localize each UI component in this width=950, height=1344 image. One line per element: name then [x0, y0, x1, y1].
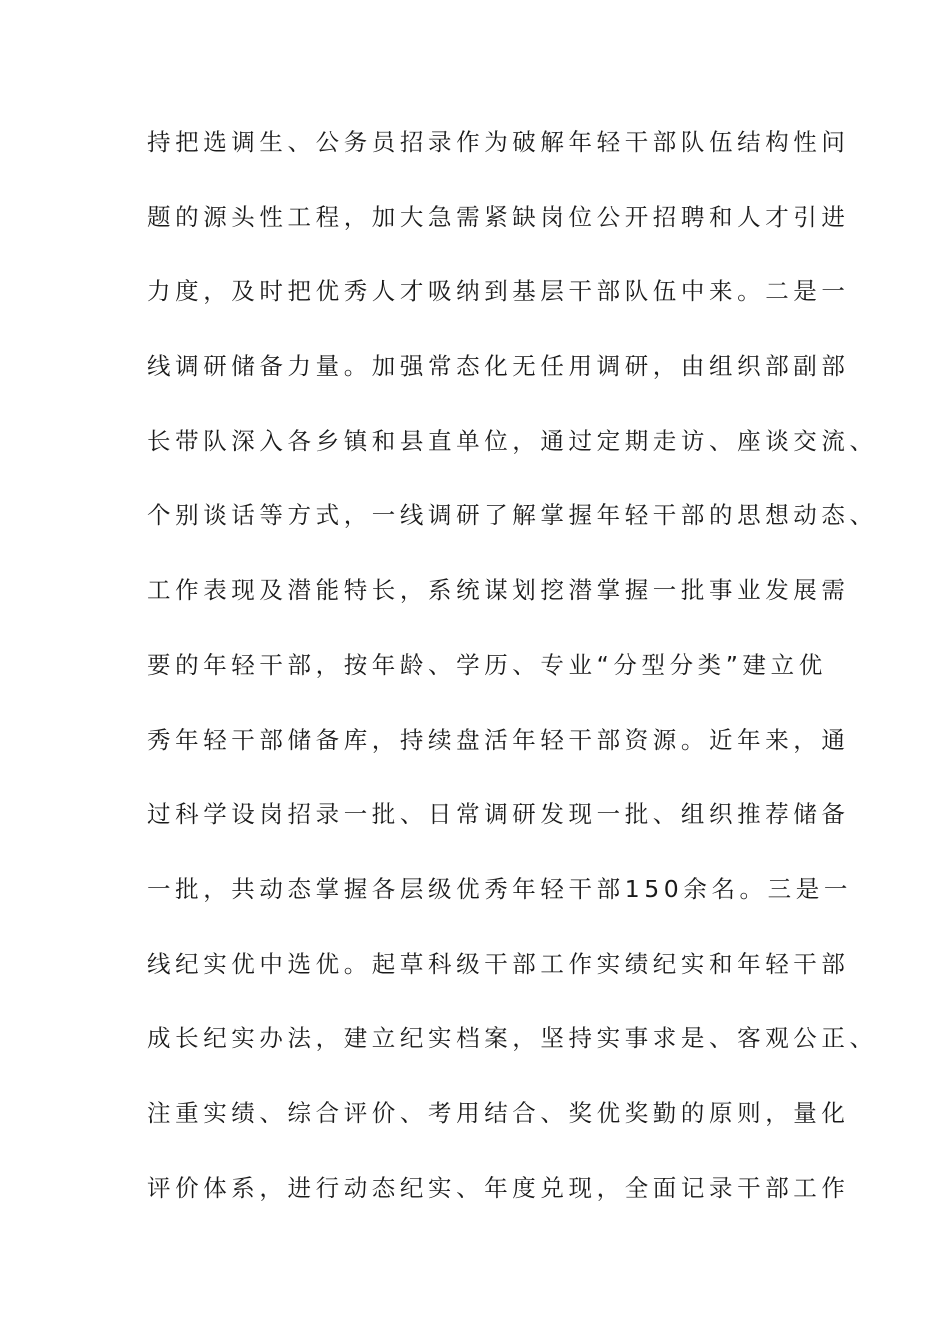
text-line-1: 持把选调生、公务员招录作为破解年轻干部队伍结构性问 [147, 128, 850, 156]
text-line-9: 秀年轻干部储备库，持续盘活年轻干部资源。近年来，通 [147, 725, 850, 754]
body-paragraph [147, 120, 878, 1240]
text-line-13: 成长纪实办法，建立纪实档案，坚持实事求是、客观公正、 [147, 1024, 878, 1053]
text-line-8: 要的年轻干部，按年龄、学历、专业“分型分类”建立优 [147, 650, 827, 679]
text-line-11: 一批，共动态掌握各层级优秀年轻干部150余名。三是一 [147, 874, 852, 903]
text-line-15: 评价体系，进行动态纪实、年度兑现，全面记录干部工作 [147, 1173, 850, 1202]
text-line-2: 题的源头性工程，加大急需紧缺岗位公开招聘和人才引进 [147, 202, 850, 231]
text-line-12: 线纪实优中选优。起草科级干部工作实绩纪实和年轻干部 [147, 949, 850, 978]
text-line-5: 长带队深入各乡镇和县直单位，通过定期走访、座谈交流、 [147, 426, 878, 455]
text-line-10: 过科学设岗招录一批、日常调研发现一批、组织推荐储备 [147, 800, 850, 829]
text-line-4: 线调研储备力量。加强常态化无任用调研，由组织部副部 [147, 352, 850, 381]
text-line-14: 注重实绩、综合评价、考用结合、奖优奖勤的原则，量化 [147, 1098, 850, 1127]
text-line-6: 个别谈话等方式，一线调研了解掌握年轻干部的思想动态、 [147, 501, 878, 530]
text-line-7: 工作表现及潜能特长，系统谋划挖潜掌握一批事业发展需 [147, 576, 850, 605]
text-line-3: 力度，及时把优秀人才吸纳到基层干部队伍中来。二是一 [147, 277, 850, 306]
